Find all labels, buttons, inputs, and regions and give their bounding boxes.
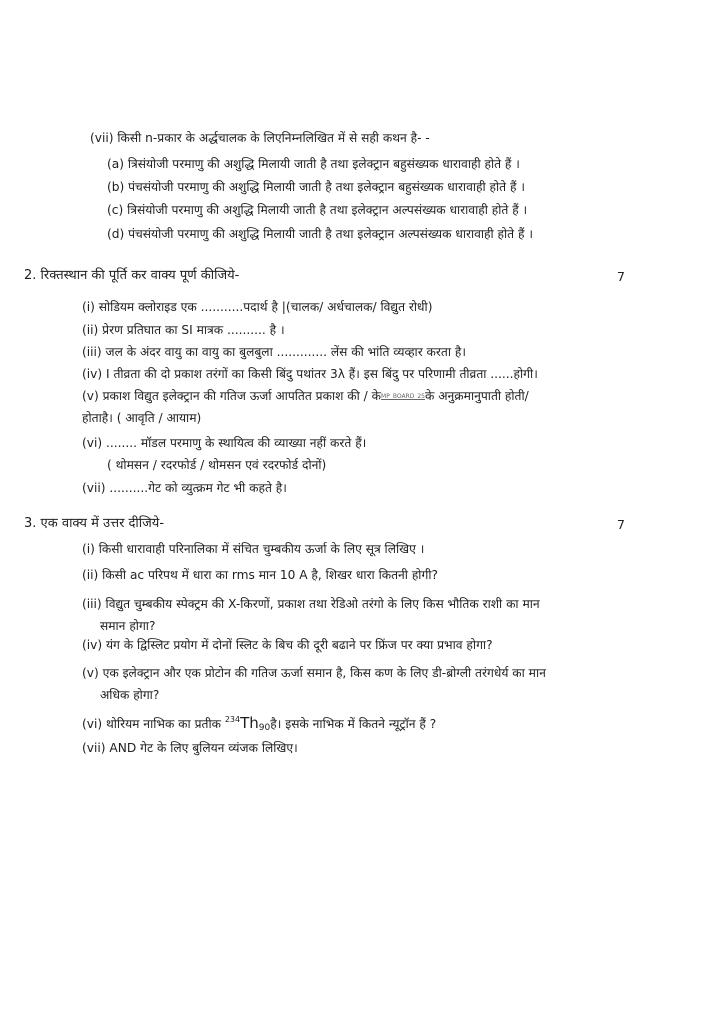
q3-item-vi: [82, 711, 436, 737]
q2-item-v: [82, 387, 529, 406]
q2-item-i: (i) सोडियम क्लोराइड एक ...........पदार्थ है |(चालक/ अर्धचालक/ विद्युत रोधी): [82, 300, 433, 314]
q3-item-ii: (ii) किसी ac परिपथ में धारा का rms मान 10 A है, शिखर धारा कितनी होगी?: [82, 568, 438, 582]
q3-item-iv: (iv) यंग के द्विस्लिट प्रयोग में दोनों स्लिट के बिच की दूरी बढाने पर फ्रिंज पर क्या प्रभाव होगा?: [82, 638, 493, 652]
q1-vii-stem: (vii) किसी n-प्रकार के अर्द्धचालक के लिएनिम्नलिखित में से सही कथन है- -: [90, 131, 430, 145]
q2-item-ii: (ii) प्रेरण प्रतिघात का SI मात्रक .......... है ।: [82, 323, 285, 337]
q2-item-vi-line2: ( थोमसन / रदरफोर्ड / थोमसन एवं रदरफोर्ड दोनों): [107, 458, 327, 472]
element-symbol: Th: [240, 714, 259, 732]
atomic-number: 90: [258, 723, 271, 733]
q2-item-vi: (vi) ........ मॉडल परमाणु के स्थायित्व की व्याख्या नहीं करते हैं।: [82, 436, 367, 450]
q3-item-v: (v) एक इलेक्ट्रान और एक प्रोटोन की गतिज ऊर्जा समान है, किस कण के लिए डी-ब्रोग्ली तरंगधेर्य का मान: [82, 666, 546, 680]
mass-number: 234: [224, 715, 241, 724]
q3-item-i: (i) किसी धारावाही परिनालिका में संचित चुम्बकीय ऊर्जा के लिए सूत्र लिखिए ।: [82, 542, 425, 556]
q3-item-iii-line2: समान होगा?: [100, 619, 156, 633]
thorium-symbol: [224, 714, 271, 733]
q2-item-iii: (iii) जल के अंदर वायु का वायु का बुलबुला ............. लेंस की भांति व्यव्हार करता है।: [82, 345, 466, 359]
q2-item-v-line2: होताहै। ( आवृति / आयाम): [82, 411, 202, 425]
q3-item-vi-text-cont: है। इसके नाभिक में कितने न्यूट्रॉन हैं ?: [270, 717, 437, 731]
q3-item-v-line2: अधिक होगा?: [100, 688, 160, 702]
q3-item-iii: (iii) विद्युत चुम्बकीय स्पेक्ट्रम की X-किरणों, प्रकाश तथा रेडिओ तरंगो के लिए किस भौतिक राशी का मान: [82, 597, 540, 611]
q1-vii-option-a: (a) त्रिसंयोजी परमाणु की अशुद्धि मिलायी जाती है तथा इलेक्ट्रान बहुसंख्यक धारावाही होते हैं ।: [107, 157, 520, 171]
watermark: MP_BOARD_25: [381, 393, 425, 400]
q1-vii-option-d: (d) पंचसंयोजी परमाणु की अशुद्धि मिलायी जाती है तथा इलेक्ट्रान अल्पसंख्यक धारावाही होते हैं ।: [107, 227, 533, 241]
q2-item-v-text: (v) प्रकाश विद्युत इलेक्ट्रान की गतिज ऊर्जा आपतित प्रकाश की / के: [82, 389, 382, 403]
q2-marks: 7: [617, 269, 625, 284]
q2-title: 2. रिक्तस्थान की पूर्ति कर वाक्य पूर्ण कीजिये-: [24, 268, 240, 283]
q1-vii-option-b: (b) पंचसंयोजी परमाणु की अशुद्धि मिलायी जाती है तथा इलेक्ट्रान बहुसंख्यक धारावाही होते हैं ।: [107, 180, 525, 194]
q3-item-vi-text: (vi) थोरियम नाभिक का प्रतीक: [82, 717, 221, 731]
q2-item-v-text-cont: के अनुक्रमानुपाती होती/: [424, 389, 529, 403]
q3-title: 3. एक वाक्य में उत्तर दीजिये-: [24, 516, 165, 531]
q2-item-vii: (vii) ..........गेट को व्युत्क्रम गेट भी कहते है।: [82, 481, 287, 495]
q3-marks: 7: [617, 517, 625, 532]
q2-item-iv: (iv) I तीव्रता की दो प्रकाश तरंगों का किसी बिंदु पथांतर 3λ हैं। इस बिंदु पर परिणामी तीव्रता ......होगी।: [82, 367, 538, 381]
q1-vii-option-c: (c) त्रिसंयोजी परमाणु की अशुद्धि मिलायी जाती है तथा इलेक्ट्रान अल्पसंख्यक धारावाही होते हैं ।: [107, 203, 528, 217]
q3-item-vii: (vii) AND गेट के लिए बुलियन व्यंजक लिखिए।: [82, 741, 298, 755]
